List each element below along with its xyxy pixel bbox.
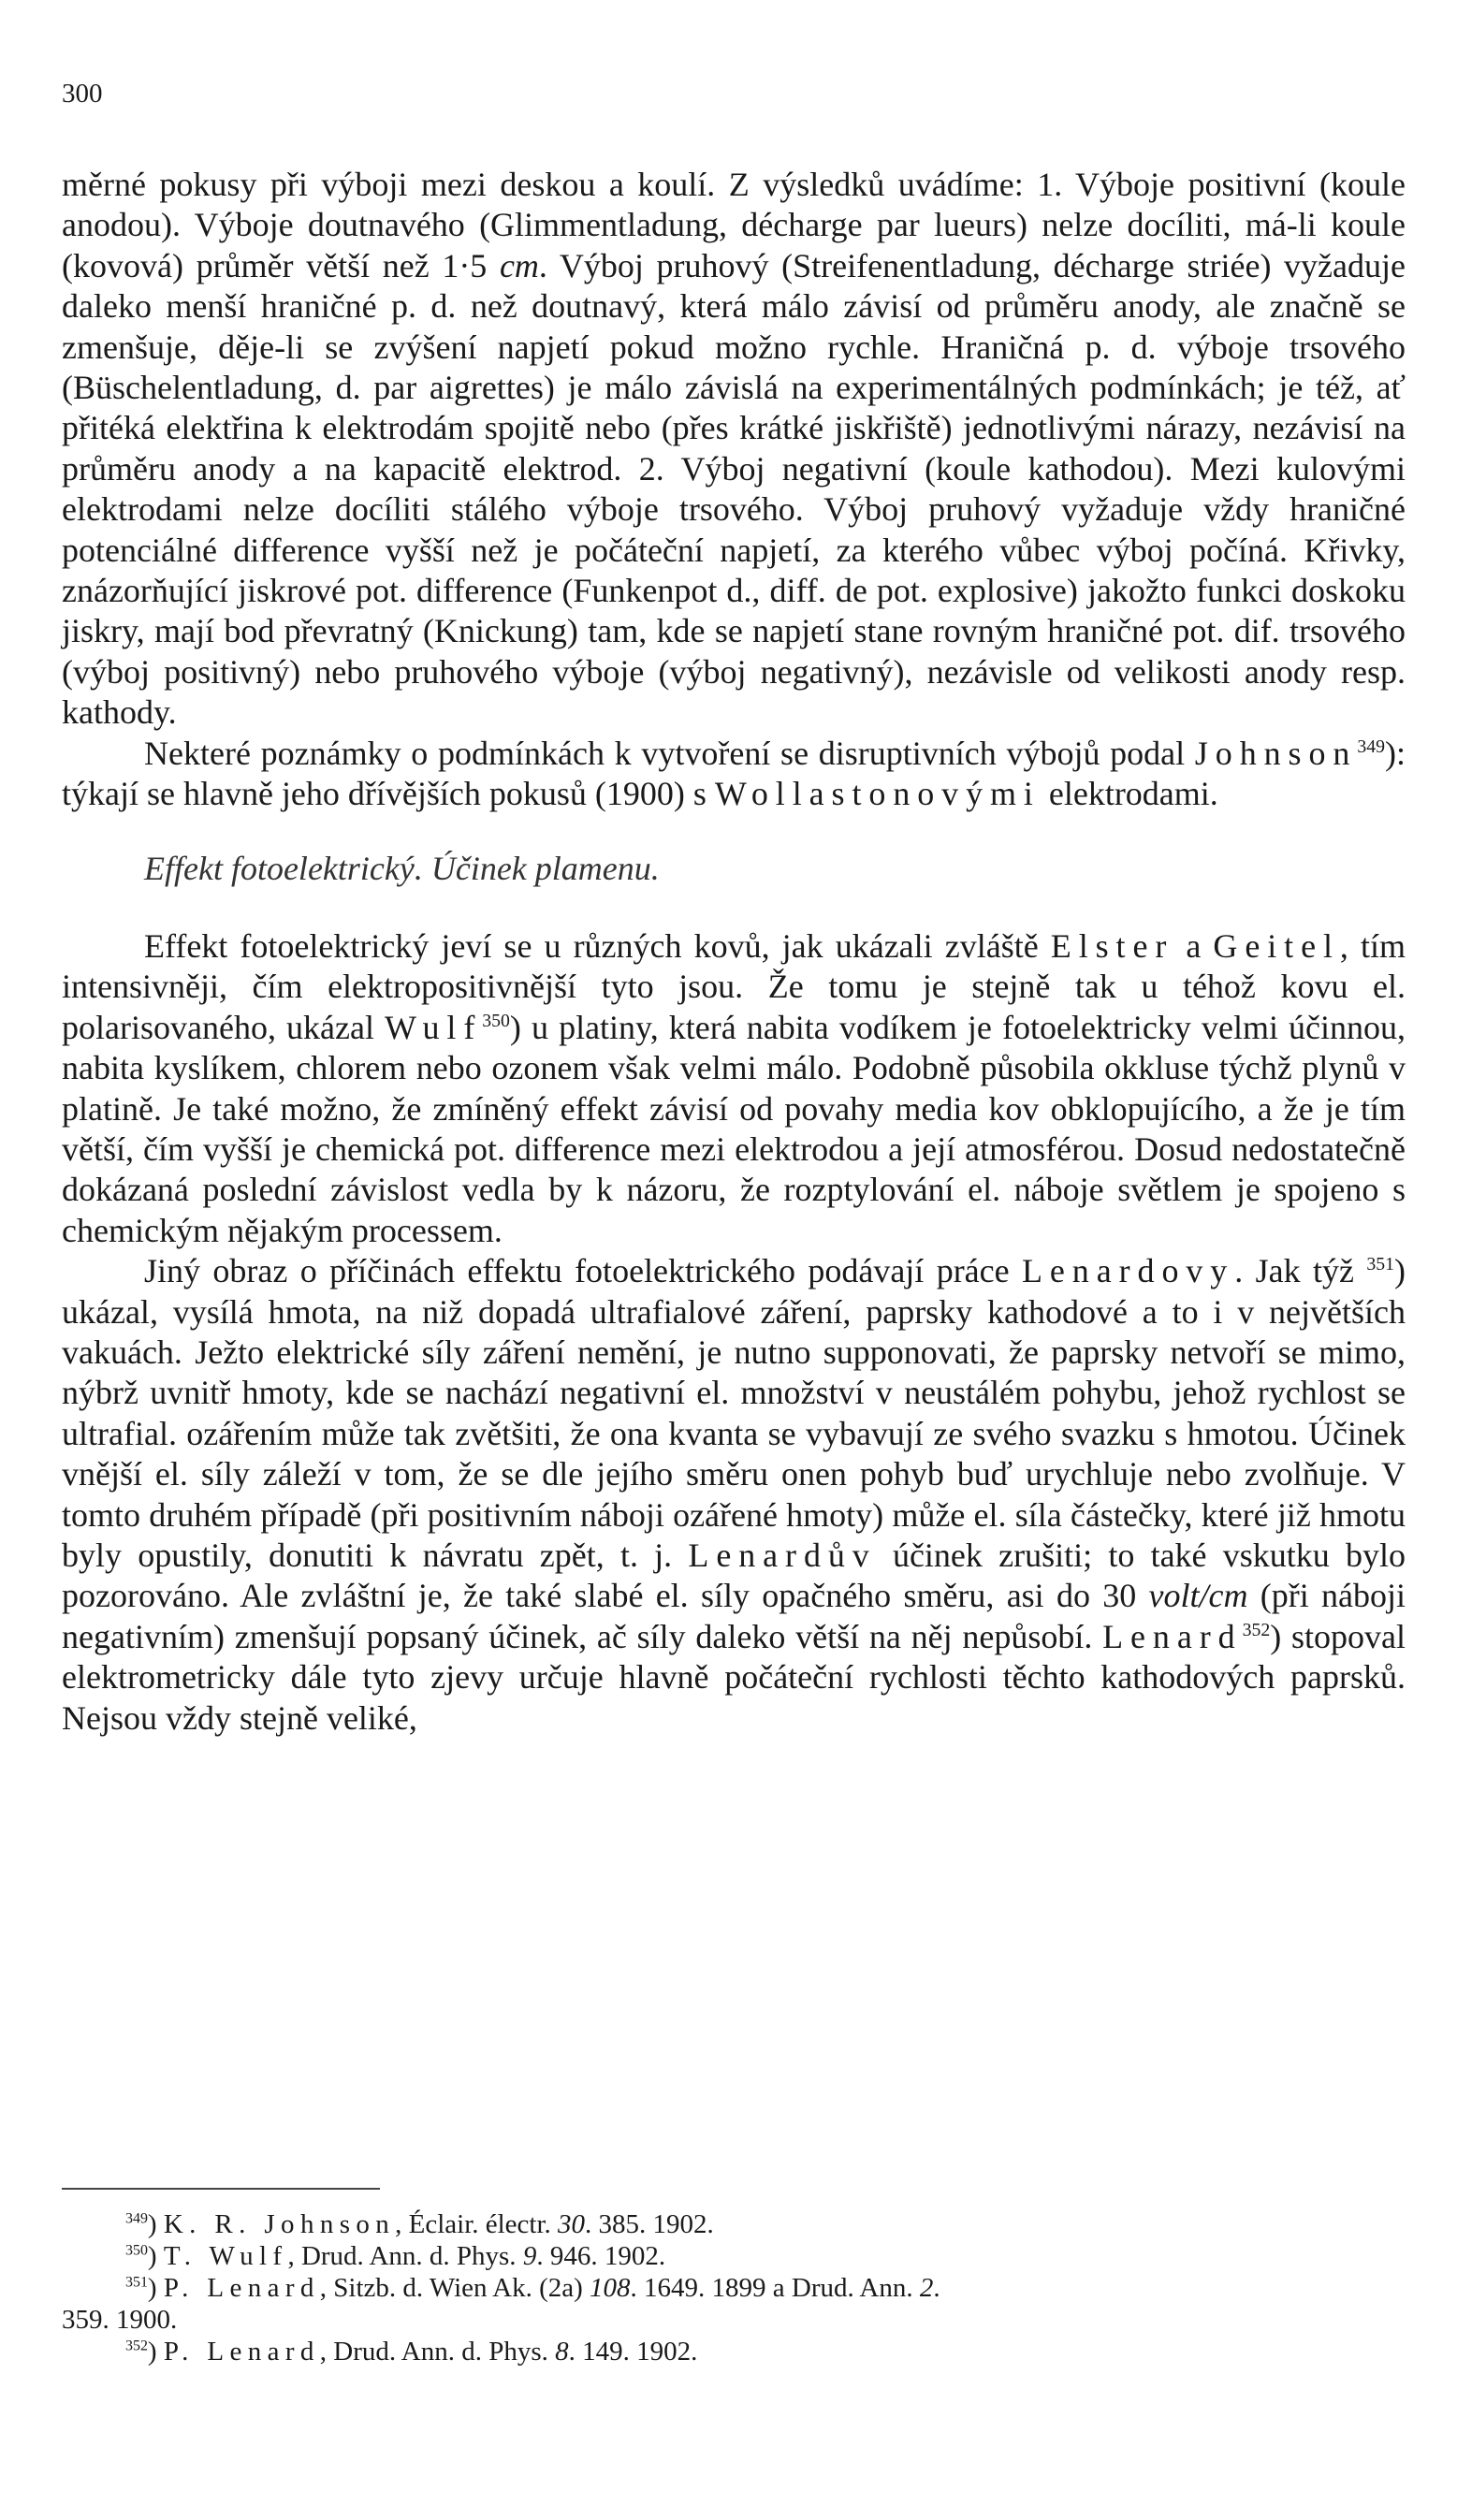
footnote: $^{352}$) P. Lenard, Drud. Ann. d. Phys. 8. 149. 1902. [125,2337,698,2367]
footnote: $^{349}$) K. R. Johnson, Éclair. électr. 30. 385. 1902. [125,2209,714,2239]
footnote-ref: 352 [1242,1619,1271,1640]
body-text [62,165,1406,1739]
paragraph-4: Jiný obraz o příčinách effektu fotoelektrického podávají práce Lenardovy. Jak týž $^{351}$) ukázal, vysílá hmota, na niž dopadá ultrafialové záření, paprsky kathodové a to i v největších vakuách. Ježto elektrické síly záření nemění, je nutno supponovati, že paprsky netvoří se mimo, nýbrž uvnitř hmoty, kde se nachází negativní el. množství v neustálém pohybu, jehož rychlost se ultrafial. ozářením může tak zvětšiti, že ona kvanta se vybavují ze svého svazku s hmotou. Účinek vnější el. síly záleží v tom, že se dle jejího směru onen pohyb buď urychluje nebo zvolňuje. V tomto druhém případě (při positivním náboji ozářené hmoty) může el. síla částečky, které již hmotu byly opustily, donutiti k návratu zpět, t. j. Lenardův účinek zrušiti; to také vskutku bylo pozorováno. Ale zvláštní je, že také slabé el. síly opačného směru, asi do 30 volt/cm (při náboji negativním) zmenšují popsaný účinek, ač síly daleko větší na něj nepůsobí. Lenard$^{352}$) stopoval elektrometricky dále tyto zjevy určuje hlavně počáteční rychlosti těchto kathodových paprsků. Nejsou vždy stejně veliké, [62,1252,1406,1737]
paragraph-1: měrné pokusy při výboji mezi deskou a koulí. Z výsledků uvádíme: 1. Výboje positivní (koule anodou). Výboje doutnavého (Glimmentladung, décharge par lueurs) nelze docíliti, má-li koule (kovová) průměr větší než 1·5 cm. Výboj pruhový (Streifenentladung, décharge striée) vyžaduje daleko menší hraničné p. d. než doutnavý, která málo závisí od průměru anody, ale značně se zmenšuje, děje-li se zvýšení napjetí pokud možno rychle. Hraničná p. d. výboje trsového (Büschelentladung, d. par aigrettes) je málo závislá na experimentálných podmínkách; je též, ať přitéká elektřina k elektrodám spojitě nebo (přes krátké jiskřiště) jednotlivými nárazy, nezávisí na průměru anody a na kapacitě elektrod. 2. Výboj negativní (koule kathodou). Mezi kulovými elektrodami nelze docíliti stálého výboje trsového. Výboj pruhový vyžaduje vždy hraničné potenciálné difference vyšší než je počáteční napjetí, za kterého vůbec výboj počíná. Křivky, znázorňující jiskrové pot. difference (Funkenpot d., diff. de pot. explosive) jakožto funkci doskoku jiskry, mají bod převratný (Knickung) tam, kde se napjetí stane rovným hraničné pot. dif. trsového (výboj positivný) nebo pruhového výboje (výboj negativný), nezávisle od velikosti anody resp. kathody. [62,166,1406,732]
footnote: $^{350}$) T. Wulf, Drud. Ann. d. Phys. 9. 946. 1902. [125,2241,666,2271]
paragraph-2: Nekteré poznámky o podmínkách k vytvoření se disruptivních výbojů podal Johnson$^{349}$): týkají se hlavně jeho dřívějších pokusů (1900) s Wollastonovými elektrodami. [62,734,1406,813]
author-name: Wulf [385,1008,483,1046]
footnote-ref: 351 [1366,1254,1395,1275]
author-name: Lenardovy [1022,1252,1235,1290]
author-name: Elster [1050,926,1174,965]
page-number: 300 [62,79,103,109]
footnote-ref: 350 [482,1010,510,1031]
footnote-divider [62,2188,380,2190]
author-name: Lenardův [688,1537,877,1574]
author-name: Lenard [1102,1617,1243,1655]
author-name: Wollastonovými [714,775,1041,813]
footnote: $^{351}$) P. Lenard, Sitzb. d. Wien Ak. (2a) 108. 1649. 1899 a Drud. Ann. 2. [125,2273,940,2303]
author-name: Johnson [1194,734,1358,772]
section-heading: Effekt fotoelektrický. Účinek plamenu. [144,849,660,887]
footnotes [62,2208,1406,2367]
footnote-ref: 349 [1357,736,1385,757]
author-name: Geitel [1213,926,1340,965]
paragraph-3: Effekt fotoelektrický jeví se u různých kovů, jak ukázali zvláště Elster a Geitel, tím intensivněji, čím elektropositivnější tyto jsou. Že tomu je stejně tak u téhož kovu el. polarisovaného, ukázal Wulf$^{350}$) u platiny, která nabita vodíkem je fotoelektricky velmi účinnou, nabita kyslíkem, chlorem nebo ozonem však velmi málo. Podobně působila okkluse týchž plynů v platině. Je také možno, že zmíněný effekt závisí od povahy media kov obklopujícího, a že je tím větší, čím vyšší je chemická pot. difference mezi elektrodou a její atmosférou. Dosud nedostatečně dokázaná poslední závislost vedla by k názoru, že rozptylování el. náboje světlem je spojeno s chemickým nějakým processem. [62,926,1406,1249]
footnote-continuation: 359. 1900. [62,2305,178,2335]
